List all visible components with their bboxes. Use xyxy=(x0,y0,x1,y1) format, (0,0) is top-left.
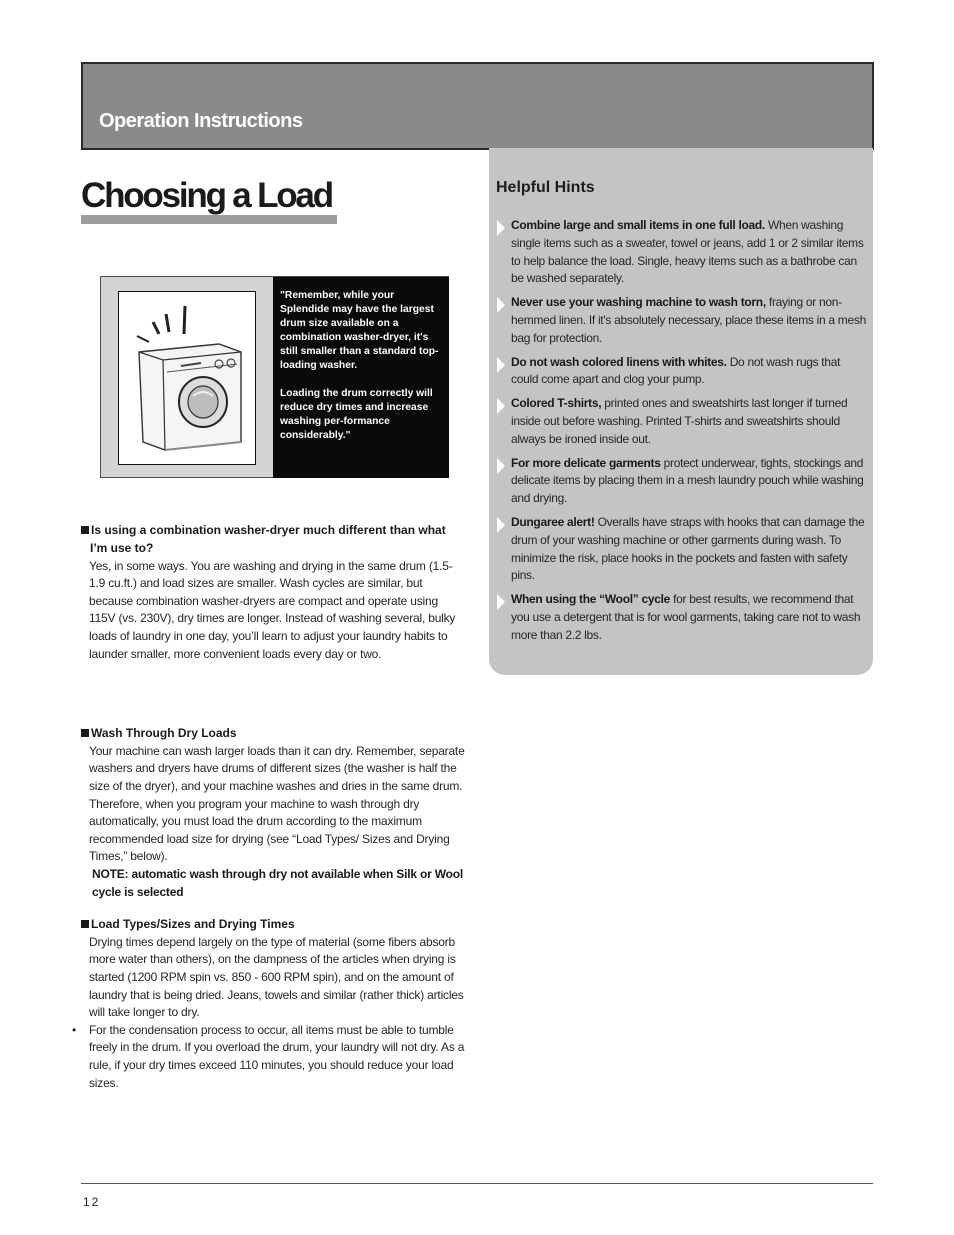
footer-rule xyxy=(81,1183,873,1184)
hint-body: printed ones and sweatshirts last longer if turned inside out before washing. Printed T-shirts and sweatshirts should always be ironed inside out. xyxy=(511,396,848,446)
section-body: Your machine can wash larger loads than it can dry. Remember, separate washers and dryers have drums of different sizes (the washer is half the size of the dryer), and your machine washes and dries in the same drum. Therefore, when you program your machine to wash through dry automatically, you must load the drum according to the maximum recommended load size for drying (see “Load Types/ Sizes and Drying Times,” below). xyxy=(89,743,465,864)
arrow-right-icon xyxy=(497,398,505,414)
square-bullet-icon xyxy=(81,729,89,737)
hint-item xyxy=(489,354,873,390)
square-bullet-icon xyxy=(81,920,89,928)
section-combo xyxy=(81,522,467,663)
hint-body: Do not wash rugs that could come apart and clog your pump. xyxy=(511,354,841,387)
arrow-right-icon xyxy=(497,458,505,474)
helpful-hints-title: Helpful Hints xyxy=(496,179,595,196)
bullet-dot-icon: • xyxy=(72,1022,77,1037)
quote-paragraph: Loading the drum correctly will reduce dry times and increase washing per-formance considerably." xyxy=(280,388,433,441)
hint-lead: Do not wash colored linens with whites. xyxy=(511,354,727,369)
arrow-right-icon xyxy=(497,297,505,313)
hint-lead: When using the “Wool” cycle xyxy=(511,592,671,607)
title-underline xyxy=(81,215,337,224)
arrow-right-icon xyxy=(497,220,505,236)
section-heading-cont: I’m use to? xyxy=(90,540,154,555)
section-wash-through xyxy=(81,725,467,901)
page-title: Choosing a Load xyxy=(81,176,332,215)
hint-item xyxy=(489,395,873,448)
hint-body: protect underwear, tights, stockings and delicate items by placing them in a mesh laundry pouch while washing and drying. xyxy=(511,455,864,506)
section-title: Operation Instructions xyxy=(99,110,303,132)
hint-lead: Never use your washing machine to wash torn, xyxy=(511,295,766,310)
hint-body: fraying or non-hemmed linen. If it's absolutely necessary, place these items in a mesh bag for protection. xyxy=(511,295,866,345)
section-load-types xyxy=(72,916,467,1092)
hint-lead: For more delicate garments xyxy=(511,455,661,470)
hint-body: When washing single items such as a sweater, towel or jeans, add 1 or 2 similar items to help balance the load. Single, heavy items such as a bathrobe can be washed separately. xyxy=(511,218,864,286)
section-body: Drying times depend largely on the type of material (some fibers absorb more water than others), on the dampness of the articles when drying is started (1200 RPM spin vs. 850 - 600 RPM spin), and on the amount of laundry that is being dried. Jeans, towels and similar (rather thick) articles will take longer to dry. xyxy=(89,934,464,1020)
arrow-right-icon xyxy=(497,517,505,533)
quote-paragraph: "Remember, while your Splendide may have the largest drum size available on a combination washer-dryer, it's still smaller than a standard top-loading washer. xyxy=(280,290,439,371)
square-bullet-icon xyxy=(81,526,89,534)
hint-list xyxy=(489,217,873,651)
arrow-right-icon xyxy=(497,594,505,610)
washing-machine-illustration xyxy=(118,291,256,465)
hint-item xyxy=(489,514,873,585)
helpful-hints-panel xyxy=(489,148,873,675)
hint-body: for best results, we recommend that you use a detergent that is for wool garments, taking care not to wash more than 2.2 lbs. xyxy=(511,592,861,642)
hint-lead: Colored T-shirts, xyxy=(511,396,602,411)
section-note: NOTE: automatic wash through dry not available when Silk or Wool cycle is selected xyxy=(92,866,464,899)
section-body: Yes, in some ways. You are washing and drying in the same drum (1.5-1.9 cu.ft.) and load sizes are smaller. Wash cycles are similar, but because combination washer-dryers are compact and operate using 115V (vs. 230V), dry times are longer. Instead of washing several, bulky loads of laundry in one day, you’ll learn to adjust your laundry habits to launder smaller, more convenient loads every day or two. xyxy=(89,558,456,661)
section-bullet: • For the condensation process to occur, all items must be able to tumble freely in the drum. If you overload the drum, your laundry will not dry. As a rule, if your dry times exceed 110 minutes, you should reduce your load sizes. xyxy=(72,1022,465,1090)
hint-lead: Dungaree alert! xyxy=(511,514,595,529)
quote-panel xyxy=(273,277,449,478)
hint-item xyxy=(489,294,873,347)
illustration-box xyxy=(100,276,449,478)
section-header-band xyxy=(81,62,874,150)
hint-item xyxy=(489,455,873,508)
quote-text xyxy=(280,289,440,457)
hint-body: Overalls have straps with hooks that can damage the drum of your washing machine or other garments during wash. To minimize the risk, place hooks in the pockets and fasten with safety pins. xyxy=(511,514,865,583)
page-number: 12 xyxy=(83,1195,101,1209)
arrow-right-icon xyxy=(497,357,505,373)
section-heading: Is using a combination washer-dryer much different than what xyxy=(81,522,467,540)
section-heading: Load Types/Sizes and Drying Times xyxy=(81,916,467,934)
hint-lead: Combine large and small items in one full load. xyxy=(511,218,765,232)
washer-dryer-icon xyxy=(119,292,255,464)
section-heading: Wash Through Dry Loads xyxy=(81,725,467,743)
hint-item xyxy=(489,217,873,288)
hint-item xyxy=(489,591,873,644)
